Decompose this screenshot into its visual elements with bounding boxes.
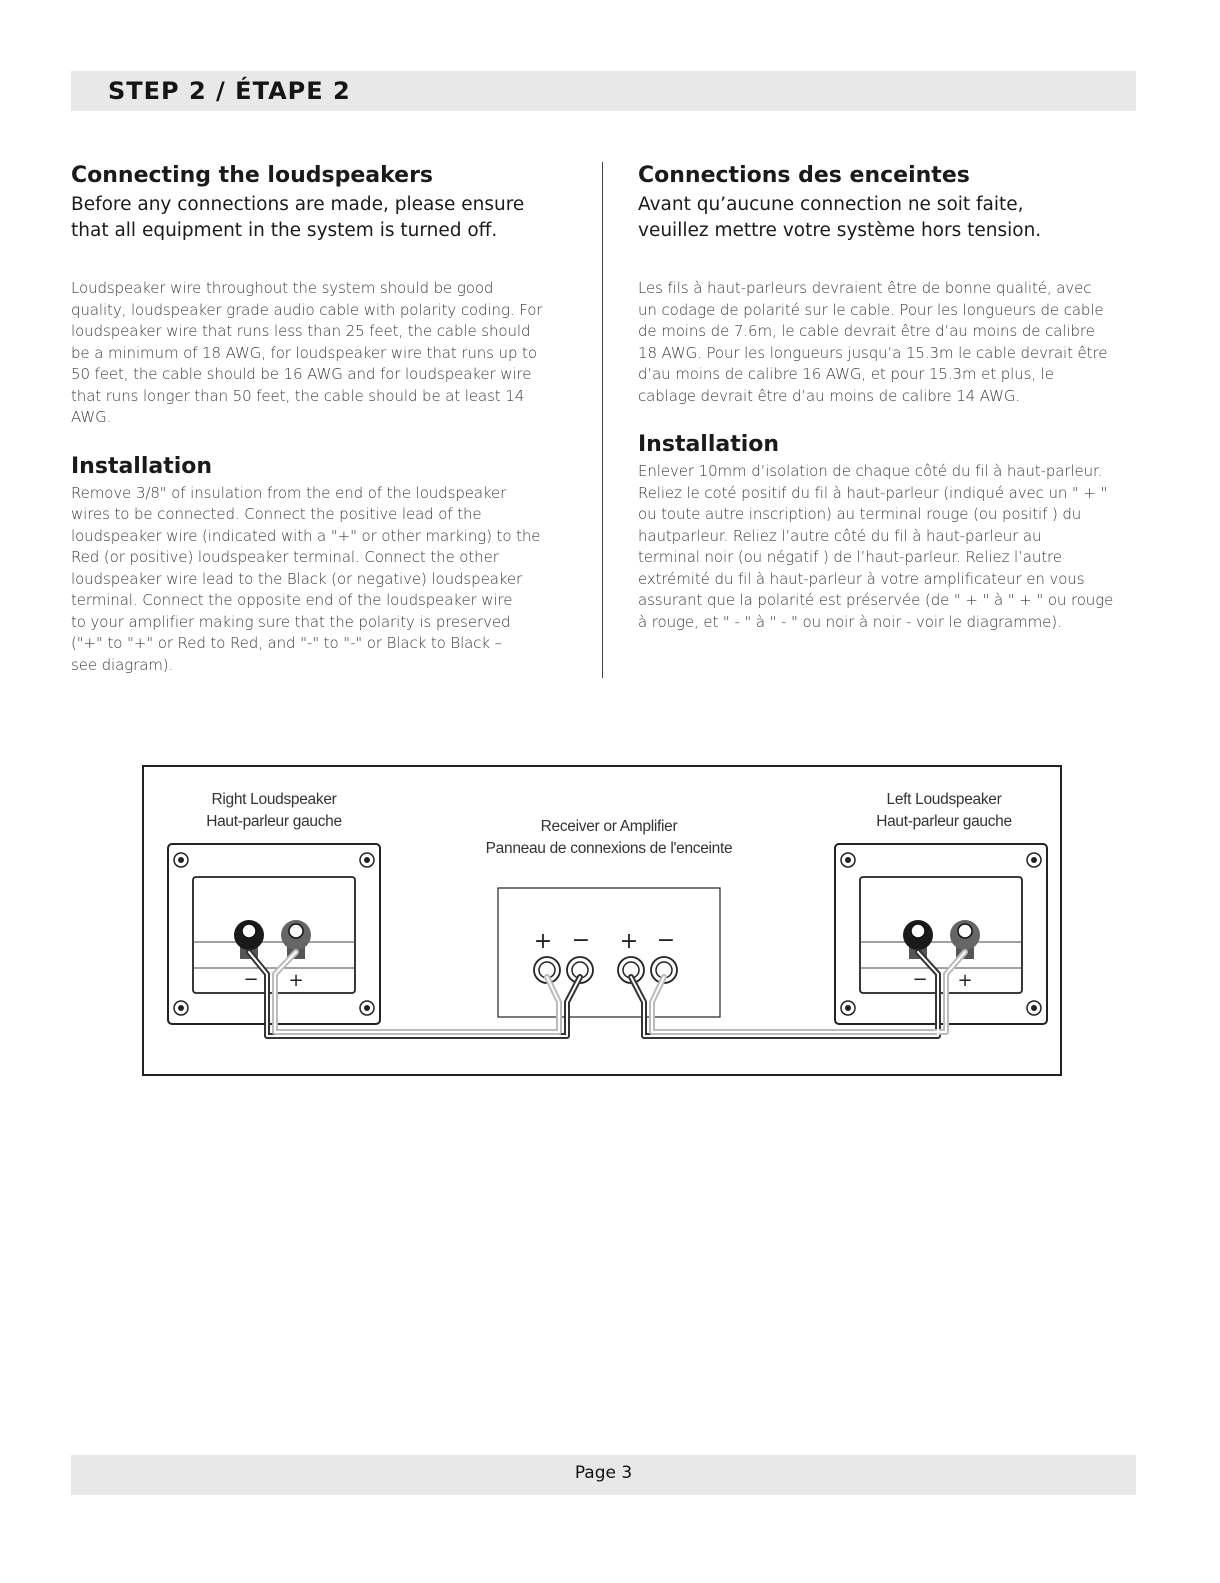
french-column [638, 160, 1138, 633]
svg-text:+: + [619, 929, 639, 954]
installation-heading: Installation [71, 453, 213, 479]
screw-icon [174, 1001, 188, 1015]
screw-icon [841, 853, 855, 867]
safety-subheading: Before any connections are made, please ensure that all equipment in the system is turned off. [71, 194, 525, 241]
step-title: STEP 2 / ÉTAPE 2 [108, 77, 351, 105]
right-speaker-label-fr: Haut-parleur gauche [206, 813, 342, 830]
installation-heading-fr: Installation [638, 432, 780, 457]
screw-icon [174, 853, 188, 867]
step-header-bar [71, 71, 1136, 111]
left-speaker-label [854, 789, 1034, 833]
receiver-label-en: Receiver or Amplifier [540, 818, 678, 835]
svg-text:−: − [243, 969, 259, 990]
svg-text:−: − [912, 969, 928, 990]
receiver-terminal-panel [498, 888, 720, 1017]
page-number: Page 3 [574, 1463, 633, 1483]
right-speaker-label-en: Right Loudspeaker [211, 791, 337, 808]
screw-icon [1027, 1001, 1041, 1015]
svg-text:+: + [533, 929, 553, 954]
left-speaker-label-en: Left Loudspeaker [886, 791, 1002, 808]
svg-text:−: − [656, 928, 676, 953]
screw-icon [360, 1001, 374, 1015]
footer-bar [71, 1455, 1136, 1495]
svg-text:+: + [957, 970, 973, 991]
svg-text:−: − [571, 928, 591, 953]
wire-paragraph-fr: Les fils à haut-parleurs devraient être de bonne qualité, avec un codage de polarité sur le cable. Pour les longueurs de cable de moins de 7.6m, le cable devrait être d’au moins de calibre 18 AWG. Pour les longueurs jusqu’a 15.3m le cable devrait être d’au moins de calibre 16 AWG, et pour 15.3m et plus, le cablage devrait être d’au moins de calibre 14 AWG. [638, 279, 1108, 405]
right-speaker-label [184, 789, 364, 833]
svg-text:+: + [288, 970, 304, 991]
column-divider [602, 162, 603, 678]
screw-icon [1027, 853, 1041, 867]
left-speaker-label-fr: Haut-parleur gauche [876, 813, 1012, 830]
screw-icon [841, 1001, 855, 1015]
wire-paragraph: Loudspeaker wire throughout the system should be good quality, loudspeaker grade audio cable with polarity coding. For loudspeaker wire that runs less than 25 feet, the cable should be a minimum of 18 AWG, for loudspeaker wire that runs up to 50 feet, the cable should be 16 AWG and for loudspeaker wire that runs longer than 50 feet, the cable should be at least 14 AWG. [71, 279, 543, 426]
installation-text: Remove 3/8" of insulation from the end of the loudspeaker wires to be connected. Connect the positive lead of the loudspeaker wire (indicated with a "+" or other marking) to the Red (or positive) loudspeaker terminal. Connect the other loudspeaker wire lead to the Black (or negative) loudspeaker terminal. Connect the opposite end of the loudspeaker wire to your amplifier making sure that the polarity is preserved ("+" to "+" or Red to Red, and "-" to "-" or Black to Black – see diagram). [71, 483, 541, 674]
screw-icon [360, 853, 374, 867]
receiver-label-fr: Panneau de connexions de l'enceinte [485, 840, 733, 857]
english-column [71, 160, 571, 676]
connections-heading: Connections des enceintes [638, 163, 970, 188]
safety-subheading-fr: Avant qu’aucune connection ne soit faite, veuillez mettre votre système hors tension. [638, 194, 1042, 241]
receiver-label [464, 816, 754, 860]
connecting-heading: Connecting the loudspeakers [71, 163, 434, 188]
installation-text-fr: Enlever 10mm d’isolation de chaque côté du fil à haut-parleur. Reliez le coté positif du fil à haut-parleur (indiqué avec un " + " ou toute autre inscription) au terminal rouge (ou positif ) du hautparleur. Reliez l’autre côté du fil à haut-parleur au terminal noir (ou négatif ) de l’haut-parleur. Reliez l’autre extrémité du fil à haut-parleur à votre amplificateur en vous assurant que la polarité est préservée (de " + " à " + " ou rouge à rouge, et " - " à " - " ou noir à noir - voir le diagramme). [638, 462, 1114, 631]
wiring-diagram [142, 765, 1062, 1076]
